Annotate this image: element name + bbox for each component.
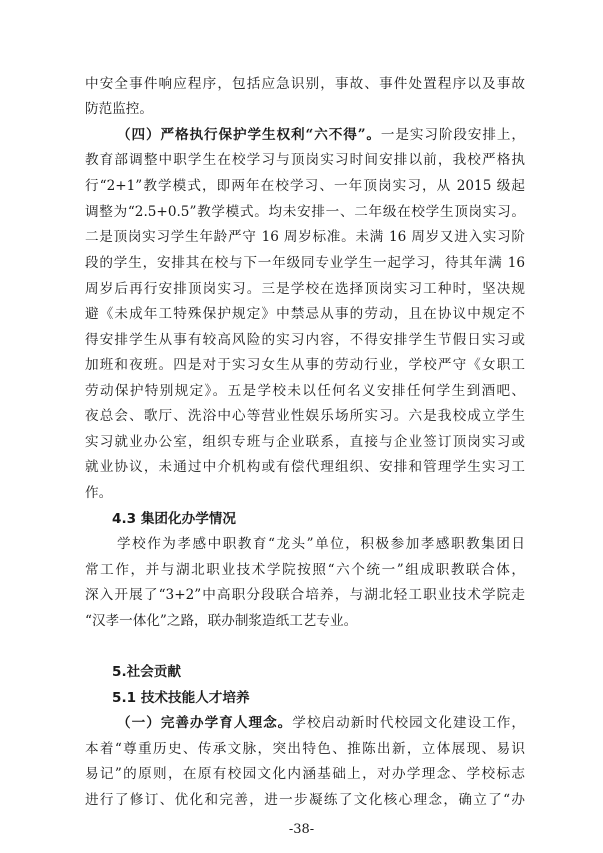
paragraph-line: “汉孝一体化”之路，联办制浆造纸工艺专业。 [85, 613, 358, 629]
paragraph-line: 加班和夜班。四是对于实习女生从事的劳动行业，学校严守《女职工 [85, 357, 525, 373]
paragraph-line: 学校作为孝感中职教育“龙头”单位，积极参加孝感职教集团日 [117, 536, 525, 552]
paragraph-line: 行“2+1”教学模式，即两年在校学习、一年顶岗实习，从 2015 级起 [85, 178, 525, 194]
paragraph-text: 一是实习阶段安排上， [380, 127, 525, 143]
section-five-first-line [117, 715, 525, 731]
section-four-first-line [117, 127, 525, 143]
paragraph-line: 教育部调整中职学生在校学习与顶岗实习时间安排以前，我校严格执 [85, 152, 525, 168]
section-heading-5-1: 5.1 技术技能人才培养 [112, 690, 250, 706]
paragraph-line: 得安排学生从事有较高风险的实习内容，不得安排学生节假日实习或 [85, 332, 525, 348]
paragraph-line: 周岁后再行安排顶岗实习。三是学校在选择顶岗实习工种时，坚决规 [85, 281, 525, 297]
paragraph-line: 实习就业办公室，组织专班与企业联系，直接与企业签订顶岗实习或 [85, 434, 525, 450]
paragraph-line: 避《未成年工特殊保护规定》中禁忌从事的劳动，且在协议中规定不 [85, 306, 525, 322]
paragraph-line: 就业协议，未通过中介机构或有偿代理组织、安排和管理学生实习工 [85, 459, 525, 475]
paragraph-line: 易记”的原则，在原有校园文化内涵基础上，对办学理念、学校标志 [85, 766, 525, 782]
paragraph-line: 二是顶岗实习学生年龄严守 16 周岁标准。未满 16 周岁又进入实习阶 [85, 229, 525, 245]
section-five-title: （一）完善办学育人理念。 [117, 715, 293, 731]
paragraph-line: 本着“尊重历史、传承文脉，突出特色、推陈出新，立体展现、易识 [85, 741, 525, 757]
section-four-title: （四）严格执行保护学生权利“六不得”。 [117, 127, 381, 143]
paragraph-line: 防范监控。 [85, 101, 153, 117]
paragraph-line: 常工作，并与湖北职业技术学院按照“六个统一”组成职教联合体， [85, 562, 525, 578]
section-heading-5: 5.社会贡献 [112, 664, 181, 680]
paragraph-line: 中安全事件响应程序，包括应急识别，事故、事件处置程序以及事故 [85, 76, 525, 92]
section-heading-4-3: 4.3 集团化办学情况 [112, 511, 236, 527]
paragraph-text: 学校启动新时代校园文化建设工作， [292, 715, 526, 731]
paragraph-line: 劳动保护特别规定》。五是学校未以任何名义安排任何学生到酒吧、 [85, 383, 525, 399]
paragraph-line: 段的学生，安排其在校与下一年级同专业学生一起学习，待其年满 16 [85, 255, 525, 271]
paragraph-line: 调整为“2.5+0.5”教学模式。均未安排一、二年级在校学生顶岗实习。 [85, 204, 525, 220]
paragraph-line: 进行了修订、优化和完善，进一步凝练了文化核心理念，确立了“办 [85, 792, 525, 808]
paragraph-line: 作。 [85, 485, 113, 501]
page-number: -38- [288, 822, 315, 837]
paragraph-line: 深入开展了“3+2”中高职分段联合培养，与湖北轻工职业技术学院走 [85, 587, 525, 603]
paragraph-line: 夜总会、歌厅、洗浴中心等营业性娱乐场所实习。六是我校成立学生 [85, 408, 525, 424]
